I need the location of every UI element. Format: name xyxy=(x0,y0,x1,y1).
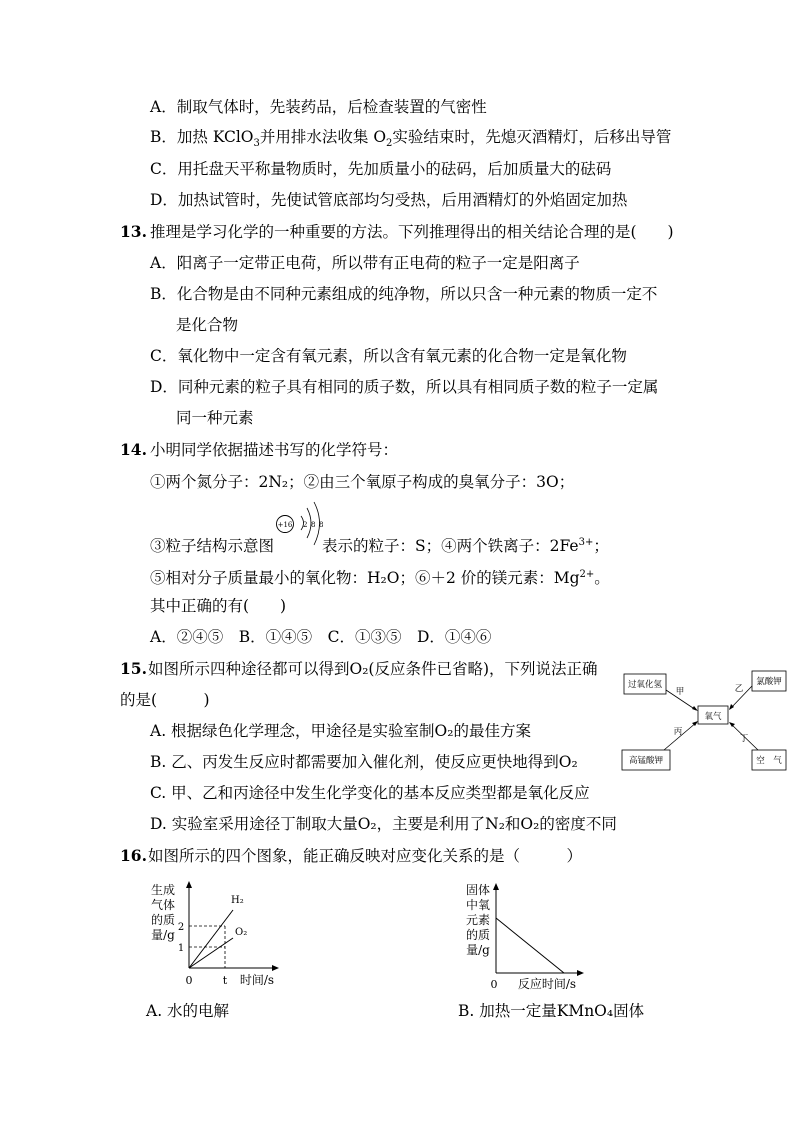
question-16-number: 16. xyxy=(120,846,147,865)
q15-option-b: B. 乙、丙发生反应时都需要加入催化剂，使反应更快地得到O₂ xyxy=(150,753,578,771)
atom-structure-diagram xyxy=(274,500,338,552)
label-path-yi: 乙 xyxy=(734,684,744,694)
oxygen-pathway-diagram xyxy=(618,664,790,776)
option-d: D．加热试管时，先使试管底部均匀受热，后用酒精灯的外焰固定加热 xyxy=(150,191,628,209)
q13-option-b: B．化合物是由不同种元素组成的纯净物，所以只含一种元素的物质一定不 xyxy=(150,285,658,303)
graph-b-kmno4-heating xyxy=(458,878,598,993)
label-potassium-chlorate: 氯酸钾 xyxy=(756,677,782,687)
graph-a-tick-t: t xyxy=(222,974,228,987)
q15-option-d: D. 实验室采用途径丁制取大量O₂，主要是利用了N₂和O₂的密度不同 xyxy=(150,815,617,833)
q14-line-4: 其中正确的有( ) xyxy=(150,597,287,615)
shell-1-count: 2 xyxy=(303,521,308,529)
q13-option-d-cont: 同一种元素 xyxy=(176,409,254,427)
q13-option-a: A．阳离子一定带正电荷，所以带有正电荷的粒子一定是阳离子 xyxy=(150,254,580,272)
q14-options: A．②④⑤ B．①④⑤ C．①③⑤ D．①④⑥ xyxy=(150,628,492,646)
graph-a-origin: 0 xyxy=(185,974,193,987)
graph-b-ylabel-2: 中氧 xyxy=(465,898,491,912)
graph-b-ylabel-3: 元素 xyxy=(465,913,491,927)
question-14-number: 14. xyxy=(120,440,147,459)
graph-b-ylabel-4: 的质 xyxy=(465,928,491,942)
q15-option-c: C. 甲、乙和丙途径中发生化学变化的基本反应类型都是氧化反应 xyxy=(150,784,590,802)
option-a: A．制取气体时，先装药品，后检查装置的气密性 xyxy=(150,98,487,116)
label-path-bing: 丙 xyxy=(673,727,683,737)
label-air: 空 气 xyxy=(756,756,782,766)
q13-option-b-cont: 是化合物 xyxy=(176,316,239,334)
graph-a-tick-1: 1 xyxy=(177,943,185,954)
graph-b-ylabel-1: 固体 xyxy=(465,883,491,897)
question-15-stem: 如图所示四种途径都可以得到O₂(反应条件已省略)，下列说法正确 xyxy=(148,660,598,678)
option-b: B．加热 KClO$_3$并用排水法收集 $O_2$实验结束时，先熄灭酒精灯，后移出导管 xyxy=(150,128,672,150)
graph-a-caption: A. 水的电解 xyxy=(146,1002,230,1020)
graph-a-water-electrolysis xyxy=(145,878,295,993)
shell-3-count: 8 xyxy=(319,521,324,529)
graph-a-label-h2: H₂ xyxy=(231,895,244,906)
label-potassium-permanganate: 高锰酸钾 xyxy=(628,756,664,766)
graph-a-line-h2 xyxy=(189,910,233,968)
label-oxygen: 氧气 xyxy=(704,712,722,722)
question-13-stem: 推理是学习化学的一种重要的方法。下列推理得出的相关结论合理的是( ) xyxy=(150,223,674,241)
label-path-jia: 甲 xyxy=(675,687,685,697)
shell-2-count: 8 xyxy=(311,521,316,529)
question-15-stem-cont: 的是( ) xyxy=(120,691,210,709)
q15-option-a: A. 根据绿色化学理念，甲途径是实验室制O₂的最佳方案 xyxy=(150,722,531,740)
graph-b-ylabel-5: 量/g xyxy=(466,943,490,957)
label-path-ding: 丁 xyxy=(739,734,749,744)
graph-a-line-o2 xyxy=(189,938,233,968)
question-16-stem: 如图所示的四个图象，能正确反映对应变化关系的是（ ） xyxy=(148,847,583,865)
graph-a-xlabel: 时间/s xyxy=(239,973,275,987)
nucleus-charge: +16 xyxy=(277,521,293,529)
graph-b-xlabel: 反应时间/s xyxy=(517,977,577,991)
graph-a-label-o2: O₂ xyxy=(235,927,248,938)
option-c: C．用托盘天平称量物质时，先加质量小的砝码，后加质量大的砝码 xyxy=(150,160,612,178)
q14-line-3: ⑤相对分子质量最小的氧化物：H₂O；⑥＋2 价的镁元素：$Mg^{2+}$。 xyxy=(150,569,610,588)
graph-a-ylabel-4: 量/g xyxy=(151,928,175,942)
question-13-number: 13. xyxy=(120,222,147,241)
q14-line-1: ①两个氮分子：2N₂；②由三个氧原子构成的臭氧分子：3O； xyxy=(150,473,575,491)
q13-option-c: C．氧化物中一定含有氧元素，所以含有氧元素的化合物一定是氧化物 xyxy=(150,347,627,365)
q14-line-2: ③粒子结构示意图 表示的粒子：S；④两个铁离子：$2Fe^{3+}$； xyxy=(150,537,609,556)
graph-a-ylabel-2: 气体 xyxy=(150,898,176,912)
question-15-number: 15. xyxy=(120,659,147,678)
label-hydrogen-peroxide: 过氧化氢 xyxy=(627,680,663,690)
graph-b-caption: B. 加热一定量KMnO₄固体 xyxy=(458,1002,645,1020)
graph-a-ylabel-3: 的质 xyxy=(150,913,176,927)
graph-a-ylabel-1: 生成 xyxy=(150,883,176,897)
graph-a-tick-2: 2 xyxy=(177,922,185,933)
question-14-stem: 小明同学依据描述书写的化学符号： xyxy=(150,441,399,459)
graph-b-line xyxy=(496,918,564,973)
q13-option-d: D．同种元素的粒子具有相同的质子数，所以具有相同质子数的粒子一定属 xyxy=(150,378,659,396)
graph-b-origin: 0 xyxy=(490,978,498,991)
